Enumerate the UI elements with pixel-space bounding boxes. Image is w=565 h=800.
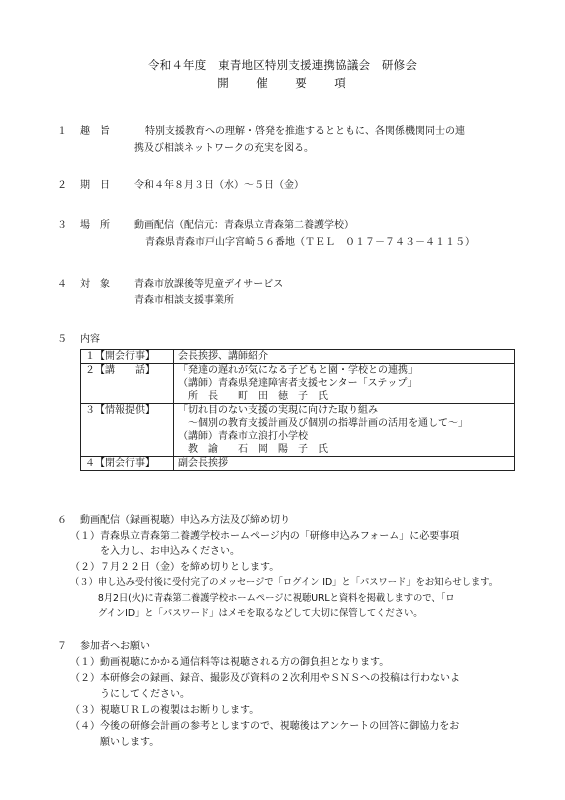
section-6-item: グインID」と「パスワード」はメモを取るなどして大切に保管してください。 [70,608,423,619]
program-table [80,349,515,471]
section-4-number: ４ [57,279,67,290]
section-1-text-line1: 特別支援教育への理解・啓発を推進するとともに、各関係機関同士の連 [145,126,465,137]
section-6-item: （３）申し込み受付後に受付完了のメッセージで「ログイン ID」と「パスワード」をお知らせします。 [70,577,498,588]
document-title: 令和４年度 東青地区特別支援連携協議会 研修会 [147,58,418,72]
section-7-item: 願いします。 [70,737,160,748]
section-7-item: （４）今後の研修会計画の参考としますので、視聴後はアンケートの回答に御協力をお [70,721,460,732]
section-1-label: 趣 旨 [80,126,110,137]
section-6-number: ６ [57,515,67,526]
section-2-label: 期 日 [80,180,110,191]
section-7-item: （３）視聴ＵＲＬの複製はお断りします。 [70,705,260,716]
program-row-head: １【開会行事】 [81,350,174,364]
section-7-item: うにしてください。 [70,689,190,700]
section-6-item: （１）青森県立青森第二養護学校ホームページ内の「研修申込みフォーム」に必要事項 [70,531,460,542]
section-5-label: 内容 [80,334,100,345]
section-6-item: （２）７月２２日（金）を締め切りとします。 [70,562,280,573]
program-row-detail: 会長挨拶、講師紹介 [174,350,515,364]
program-row [81,350,515,364]
section-3-label: 場 所 [80,220,110,231]
section-7-item: （１）動画視聴にかかる通信料等は視聴される方の御負担となります。 [70,657,390,668]
program-row-head: ４【閉会行事】 [81,457,174,471]
document-subtitle: 開 催 要 項 [217,76,354,90]
program-row-detail: 「切れ目のない支援の実現に向けた取り組み ～個別の教育支援計画及び個別の指導計画の活用を通して～」 （講師）青森市立浪打小学校 教 諭 石 岡 陽 子 氏 [174,404,515,457]
program-row-head: ３【情報提供】 [81,404,174,457]
section-4-target-line2: 青森市相談支援事業所 [134,295,234,306]
section-7-label: 参加者へお願い [80,641,150,652]
section-1-number: １ [57,126,67,137]
program-row [81,404,515,457]
section-5-number: ５ [57,334,67,345]
program-row-head: ２【講 話】 [81,364,174,404]
program-row [81,457,515,471]
section-7-number: ７ [57,641,67,652]
section-7-item: （２）本研修会の録画、録音、撮影及び資料の２次利用やＳＮＳへの投稿は行わないよ [70,673,460,684]
section-6-label: 動画配信（録画視聴）申込み方法及び締め切り [80,515,290,526]
section-6-item: 8月2日(火)に青森第二養護学校ホームページに視聴URLと資料を掲載しますので、「ロ [70,593,455,604]
program-row [81,364,515,404]
program-row-detail: 「発達の遅れが気になる子どもと園・学校との連携」 （講師）青森県発達障害者支援センター「ステップ」 所 長 町 田 徳 子 氏 [174,364,515,404]
section-1-text-line2: 携及び相談ネットワークの充実を図る。 [134,143,314,154]
section-3-number: ３ [57,220,67,231]
section-3-venue-line2: 青森県青森市戸山字宮崎５６番地（ＴＥＬ ０１７－７４３－４１１５） [145,237,475,248]
section-6-item: を入力し、お申込みください。 [70,546,240,557]
section-3-venue-line1: 動画配信（配信元：青森県立青森第二養護学校） [134,220,354,231]
section-4-label: 対 象 [80,279,110,290]
section-2-number: ２ [57,180,67,191]
section-2-date: 令和４年８月３日（水）～５日（金） [134,180,304,191]
program-row-detail: 副会長挨拶 [174,457,515,471]
section-4-target-line1: 青森市放課後等児童デイサービス [134,279,284,290]
